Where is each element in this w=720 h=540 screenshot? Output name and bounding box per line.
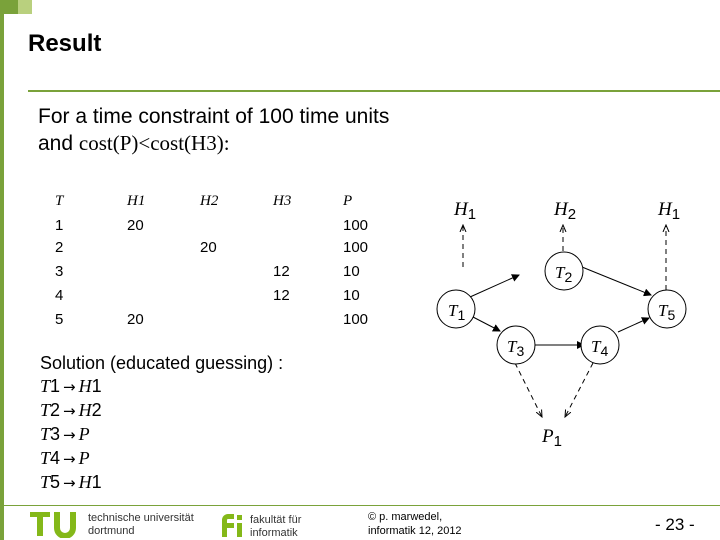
graph-node-label: $T_1$: [448, 301, 466, 323]
page-number: - 23 -: [655, 515, 695, 534]
copyright-line-1: © p. marwedel,: [368, 511, 443, 523]
tu-dortmund-logo-icon: [30, 510, 84, 538]
solution-mapping-2: T2 → H2: [40, 400, 102, 420]
table-cell: 1: [55, 217, 64, 234]
arrow-icon: →: [63, 450, 76, 468]
table-header-t: T: [55, 193, 64, 209]
arrow-icon: →: [63, 402, 76, 420]
arrow-icon: →: [63, 378, 76, 396]
graph-label-h3: $H_1$: [658, 199, 681, 223]
university-line-2: dortmund: [88, 525, 135, 537]
table-cell: 3: [55, 263, 64, 280]
faculty-name: [250, 514, 301, 540]
faculty-logo-icon: [218, 511, 248, 539]
table-cell: 20: [127, 311, 144, 328]
corner-decoration: [4, 0, 18, 14]
table-header-h3: H3: [273, 193, 292, 209]
solution-mapping-3: T3 → P: [40, 424, 90, 444]
edge-t3-p1: [515, 363, 542, 417]
edge-t2-t5: [582, 267, 651, 295]
table-cell: 100: [343, 239, 369, 256]
table-cell: 100: [343, 217, 369, 234]
edge-t4-t5: [618, 318, 649, 332]
table-cell: 4: [55, 287, 64, 304]
table-cell: 12: [273, 287, 290, 304]
slide-title: Result: [28, 30, 102, 57]
left-accent-bar: [0, 0, 4, 540]
faculty-line-2: informatik: [250, 527, 298, 539]
table-cell: 20: [127, 217, 144, 234]
table-header-p: P: [343, 193, 353, 209]
graph-node-label: $T_5$: [658, 301, 676, 323]
cost-table: [55, 193, 385, 333]
footer-divider: [0, 505, 720, 506]
table-cell: 10: [343, 263, 360, 280]
intro-line-1: For a time constraint of 100 time units: [38, 105, 390, 128]
university-line-1: technische universität: [88, 512, 194, 524]
table-cell: 5: [55, 311, 64, 328]
intro-text: [38, 104, 389, 157]
intro-cost-expression: cost(P)<cost(H3):: [78, 131, 230, 155]
graph-node-label: $T_4$: [591, 337, 609, 359]
university-name: [88, 512, 194, 538]
table-cell: 100: [343, 311, 369, 328]
solution-block: [40, 352, 283, 495]
solution-heading: Solution (educated guessing) :: [40, 353, 284, 373]
edge-t1-t3: [473, 317, 500, 331]
copyright-notice: [368, 510, 462, 538]
graph-node-label: $T_3$: [507, 337, 525, 359]
graph-label-p1: $P_1$: [542, 426, 562, 450]
copyright-line-2: informatik 12, 2012: [368, 525, 462, 537]
title-divider: [28, 90, 720, 92]
solution-mapping-1: T1 → H1: [40, 376, 102, 396]
solution-mapping-5: T5 → H1: [40, 472, 102, 492]
table-cell: 2: [55, 239, 64, 256]
table-cell: 12: [273, 263, 290, 280]
intro-and: and: [38, 132, 79, 155]
corner-decoration: [18, 0, 32, 14]
table-cell: 10: [343, 287, 360, 304]
table-header-h1: H1: [127, 193, 146, 209]
edge-t1-t2: [470, 275, 519, 297]
intro-line-2: [38, 130, 389, 157]
table-cell: 20: [200, 239, 217, 256]
graph-node-label: $T_2$: [555, 263, 573, 285]
arrow-icon: →: [63, 474, 76, 492]
graph-label-h1: $H_1$: [454, 199, 477, 223]
faculty-line-1: fakultät für: [250, 514, 302, 526]
graph-label-h2: $H_2$: [554, 199, 577, 223]
table-header-h2: H2: [200, 193, 219, 209]
edge-t4-p1: [565, 363, 593, 417]
arrow-icon: →: [63, 426, 76, 444]
task-graph: [430, 185, 700, 460]
solution-mapping-4: T4 → P: [40, 448, 90, 468]
